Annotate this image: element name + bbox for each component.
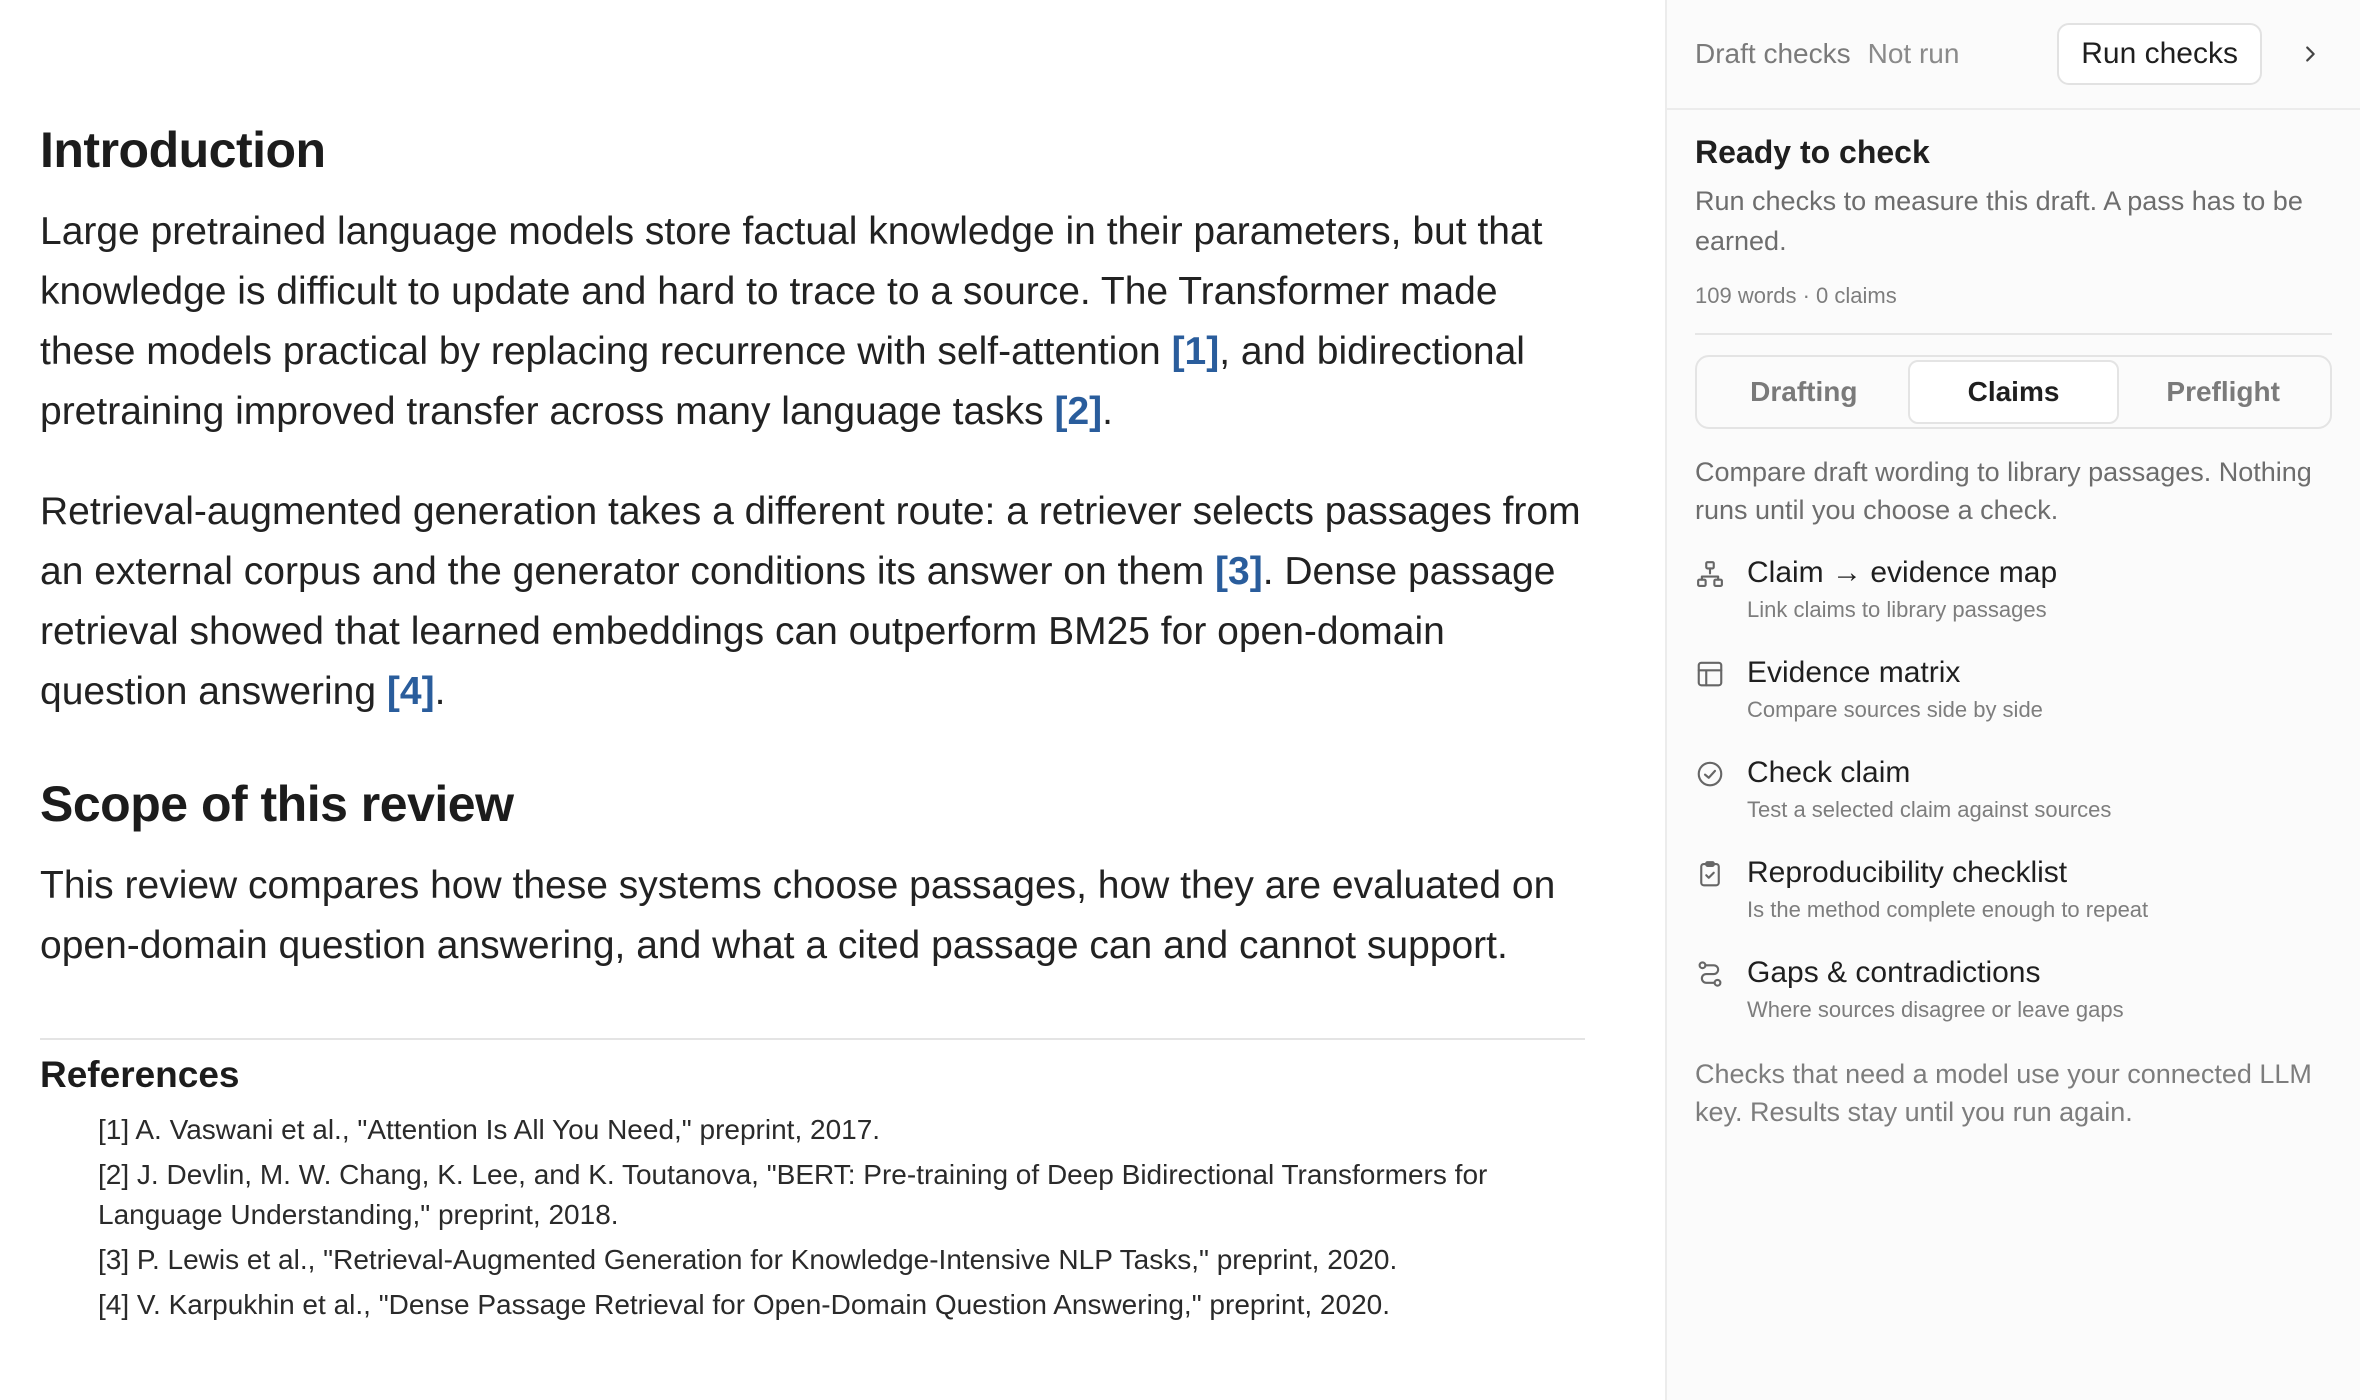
check-subtitle: Compare sources side by side — [1747, 697, 2043, 722]
paragraph-intro-2[interactable] — [40, 482, 1585, 722]
check-status: Not run — [1867, 38, 1960, 69]
citation-link-4[interactable]: [4] — [386, 670, 435, 713]
section-heading-scope: Scope of this review — [40, 776, 514, 832]
paragraph-text: . Dense passage retrieval showed that learned embeddings can outperform BM25 for open-domain question answering — [40, 550, 1556, 713]
citation-link-2[interactable]: [2] — [1054, 390, 1103, 433]
paragraph-text: Large pretrained language models store factual knowledge in their parameters, but that knowledge is difficult to update and hard to trace to a source. The Transformer made these models practical by replacing recurrence with self-attention — [40, 210, 1543, 373]
tab-description: Compare draft wording to library passages. Nothing runs until you choose a check. — [1695, 457, 2312, 525]
table-icon — [1695, 659, 1725, 689]
check-title: Gaps & contradictions — [1747, 956, 2041, 989]
check-title: Evidence matrix — [1747, 656, 1961, 689]
collapse-panel-button[interactable] — [2288, 32, 2332, 76]
run-checks-button[interactable]: Run checks — [2057, 23, 2262, 85]
check-list — [1695, 555, 2332, 1023]
check-circle-icon — [1695, 759, 1725, 789]
paragraph-text: Retrieval-augmented generation takes a different route: a retriever selects passages from an external corpus and the generator conditions its answer on them — [40, 490, 1581, 593]
check-item-claim-evidence-map[interactable] — [1695, 555, 2332, 623]
check-item-gaps-contradictions[interactable] — [1695, 955, 2332, 1023]
document-body — [40, 120, 1585, 1330]
reference-item-4[interactable]: [4] V. Karpukhin et al., "Dense Passage Retrieval for Open-Domain Question Answering," preprint, 2020. — [98, 1289, 1390, 1320]
paragraph-text: . — [1102, 390, 1114, 433]
draft-checks-panel — [1665, 0, 2360, 1400]
check-item-check-claim[interactable] — [1695, 755, 2332, 823]
paragraph-text: , and bidirectional pretraining improved transfer across many language tasks — [40, 330, 1525, 433]
draft-stats: 109 words · 0 claims — [1695, 283, 1897, 308]
check-subtitle: Where sources disagree or leave gaps — [1747, 997, 2124, 1022]
references-heading: References — [40, 1054, 240, 1095]
check-title: Reproducibility checklist — [1747, 856, 2068, 889]
check-text — [1747, 955, 2124, 1023]
reference-item-1[interactable]: [1] A. Vaswani et al., "Attention Is All You Need," preprint, 2017. — [98, 1114, 881, 1145]
check-item-reproducibility-checklist[interactable] — [1695, 855, 2332, 923]
tab-drafting[interactable]: Drafting — [1750, 376, 1858, 407]
reference-item-3[interactable]: [3] P. Lewis et al., "Retrieval-Augmented Generation for Knowledge-Intensive NLP Tasks," preprint, 2020. — [98, 1244, 1398, 1275]
check-item-evidence-matrix[interactable] — [1695, 655, 2332, 723]
check-text — [1747, 755, 2111, 823]
panel-header — [1667, 0, 2360, 110]
check-subtitle: Test a selected claim against sources — [1747, 797, 2112, 822]
panel-footnote: Checks that need a model use your connected LLM key. Results stay until you run again. — [1695, 1059, 2312, 1127]
references-list — [40, 1110, 1585, 1325]
ready-title: Ready to check — [1695, 134, 1930, 170]
citation-link-1[interactable]: [1] — [1171, 330, 1220, 373]
section-heading-introduction: Introduction — [40, 122, 326, 178]
check-category-tabs — [1695, 355, 2332, 429]
route-icon — [1695, 959, 1725, 989]
check-text — [1747, 555, 2057, 623]
check-title: Claim → evidence map — [1747, 556, 2058, 589]
reference-item-2[interactable]: [2] J. Devlin, M. W. Chang, K. Lee, and K. Toutanova, "BERT: Pre-training of Deep Bidirectional Transformers for Language Understanding," preprint, 2018. — [98, 1159, 1488, 1230]
citation-link-3[interactable]: [3] — [1215, 550, 1263, 593]
panel-title: Draft checks — [1695, 38, 1851, 69]
chevron-right-icon — [2299, 43, 2321, 65]
check-title: Check claim — [1747, 756, 1911, 789]
paragraph-intro-1[interactable] — [40, 202, 1585, 442]
check-text — [1747, 855, 2148, 923]
ready-description: Run checks to measure this draft. A pass has to be earned. — [1695, 186, 2303, 256]
hierarchy-icon — [1695, 559, 1725, 589]
tab-claims[interactable]: Claims — [1908, 360, 2120, 424]
panel-body — [1667, 134, 2360, 1131]
paragraph-scope[interactable]: This review compares how these systems choose passages, how they are evaluated on open-domain question answering, and what a cited passage can and cannot support. — [40, 864, 1556, 967]
check-subtitle: Link claims to library passages — [1747, 597, 2047, 622]
references-divider — [40, 1038, 1585, 1040]
panel-divider — [1695, 333, 2332, 335]
paragraph-text: . — [434, 670, 446, 713]
check-text — [1747, 655, 2043, 723]
check-subtitle: Is the method complete enough to repeat — [1747, 897, 2149, 922]
clipboard-check-icon — [1695, 859, 1725, 889]
tab-preflight[interactable]: Preflight — [2166, 376, 2280, 407]
